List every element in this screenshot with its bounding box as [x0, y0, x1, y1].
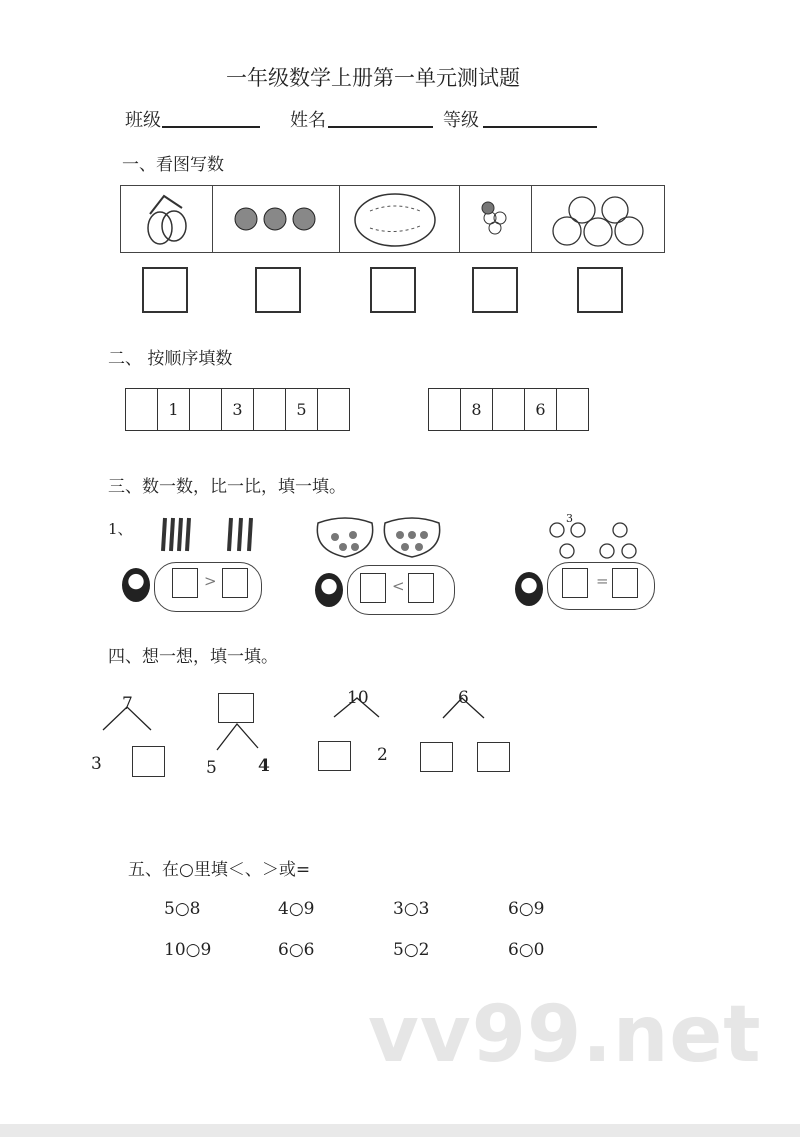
panda-icon — [515, 572, 543, 606]
compare-item[interactable]: 5○2 — [393, 940, 430, 960]
compare-group-2 — [315, 565, 455, 620]
section1-heading: 一、看图写数 — [122, 155, 224, 175]
class-label: 班级 — [125, 110, 161, 131]
tree2-left: 5 — [206, 758, 217, 778]
answer-box-4[interactable] — [472, 267, 518, 313]
answer-box-1[interactable] — [142, 267, 188, 313]
seq-cell[interactable] — [253, 389, 285, 430]
compare-item[interactable]: 6○0 — [508, 940, 545, 960]
compare-box-left[interactable] — [360, 573, 386, 603]
sequence-row-1 — [125, 388, 350, 431]
tree2-top-box[interactable] — [218, 693, 254, 723]
seq-cell[interactable] — [189, 389, 221, 430]
tree3-top: 10 — [347, 688, 369, 708]
tree2-right: 4 — [258, 756, 270, 776]
compare-box-right[interactable] — [222, 568, 248, 598]
compare-group-1 — [122, 560, 262, 615]
name-label: 姓名 — [290, 110, 326, 131]
seq-cell: 3 — [221, 389, 253, 430]
compare-group-3 — [515, 562, 655, 617]
compare-item[interactable]: 10○9 — [164, 940, 212, 960]
grape-icon — [460, 185, 532, 253]
small-number: 3 — [566, 512, 573, 525]
grade-field[interactable] — [483, 126, 597, 128]
section4-heading: 四、想一想，填一填。 — [108, 647, 278, 667]
class-field[interactable] — [162, 126, 260, 128]
compare-box-right[interactable] — [408, 573, 434, 603]
compare-item[interactable]: 4○9 — [278, 899, 315, 919]
compare-box-right[interactable] — [612, 568, 638, 598]
answer-box-3[interactable] — [370, 267, 416, 313]
section3-heading: 三、数一数，比一比，填一填。 — [108, 477, 346, 497]
section2-heading: 二、 按顺序填数 — [108, 349, 233, 369]
panda-icon — [122, 568, 150, 602]
tree4-right-box[interactable] — [477, 742, 510, 772]
seq-cell: 6 — [524, 389, 556, 430]
answer-box-5[interactable] — [577, 267, 623, 313]
tree3-left-box[interactable] — [318, 741, 351, 771]
seq-cell[interactable] — [317, 389, 349, 430]
seq-cell[interactable] — [556, 389, 588, 430]
compare-box-left[interactable] — [172, 568, 198, 598]
compare-item[interactable]: 3○3 — [393, 899, 430, 919]
compare-item[interactable]: 6○9 — [508, 899, 545, 919]
tree1-left: 3 — [91, 754, 102, 774]
tree3-right: 2 — [377, 745, 388, 765]
compare-op: > — [204, 572, 217, 590]
compare-op: < — [392, 577, 405, 595]
sequence-row-2 — [428, 388, 589, 431]
mango-icon — [120, 185, 213, 253]
oranges-icon — [545, 515, 645, 560]
seq-cell: 1 — [157, 389, 189, 430]
apple-icon — [532, 185, 665, 253]
page-bottom-edge — [0, 1124, 800, 1137]
tree1-right-box[interactable] — [132, 746, 165, 777]
compare-box-left[interactable] — [562, 568, 588, 598]
seq-cell[interactable] — [126, 389, 157, 430]
item-1-label: 1、 — [108, 520, 133, 538]
tree4-left-box[interactable] — [420, 742, 453, 772]
fishbowls-icon — [315, 515, 445, 560]
answer-box-2[interactable] — [255, 267, 301, 313]
page-title: 一年级数学上册第一单元测试题 — [226, 66, 520, 90]
grade-label: 等级 — [443, 110, 479, 131]
pencils-icon — [155, 515, 265, 555]
seq-cell[interactable] — [429, 389, 460, 430]
compare-op: = — [596, 572, 609, 590]
tree4-top: 6 — [458, 688, 469, 708]
peach-icon — [213, 185, 340, 253]
seq-cell: 8 — [460, 389, 492, 430]
panda-icon — [315, 573, 343, 607]
section5-heading: 五、在○里填＜、＞或= — [128, 860, 311, 880]
watermelon-icon — [340, 185, 460, 253]
watermark: vv99.net — [368, 990, 762, 1080]
seq-cell[interactable] — [492, 389, 524, 430]
compare-item[interactable]: 6○6 — [278, 940, 315, 960]
name-field[interactable] — [328, 126, 433, 128]
compare-item[interactable]: 5○8 — [164, 899, 201, 919]
seq-cell: 5 — [285, 389, 317, 430]
tree1-top: 7 — [122, 694, 133, 714]
